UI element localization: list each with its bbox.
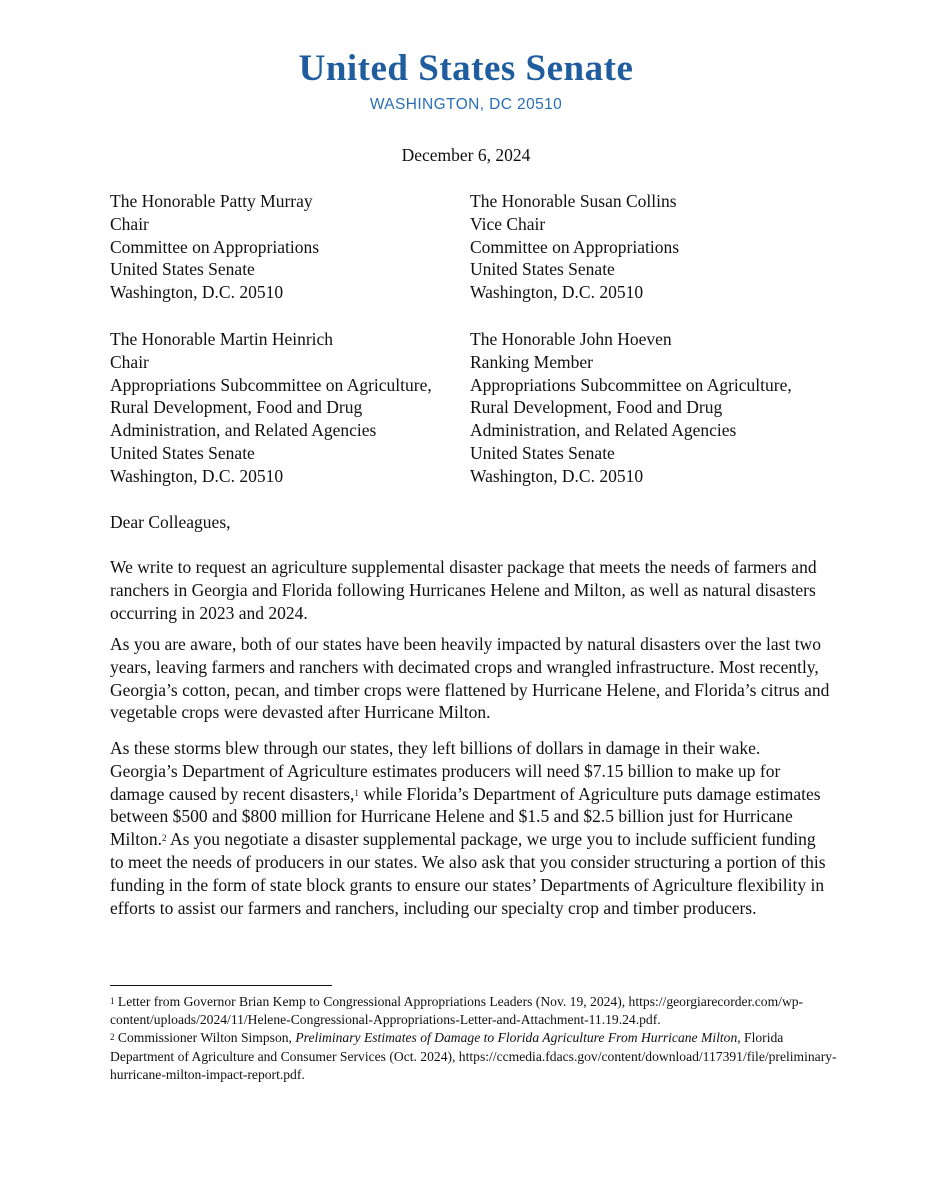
- letterhead: [0, 46, 932, 115]
- footnote-text: Commissioner Wilton Simpson,: [114, 1030, 296, 1046]
- recipient-line: Administration, and Related Agencies: [110, 420, 377, 441]
- footnote-divider: [110, 985, 332, 986]
- recipient-line: United States Senate: [110, 259, 255, 280]
- paragraph-damage-estimates: [110, 737, 830, 919]
- footnote-ref-2: 2: [162, 833, 167, 844]
- recipient-line: United States Senate: [110, 442, 255, 463]
- salutation: Dear Colleagues,: [110, 512, 231, 532]
- recipient-line: The Honorable Patty Murray: [110, 191, 313, 211]
- footnote-text: Letter from Governor Brian Kemp to Congressional Appropriations Leaders (Nov. 19, 2024), https://georgiarecorder.com/wp-content/uploads/2024/11/Helene-Congressional-Appropriations-Letter-and-Attachment-11.19.24.pdf.: [110, 994, 804, 1028]
- recipient-line: The Honorable John Hoeven: [470, 329, 672, 349]
- recipient-line: Appropriations Subcommittee on Agriculture,: [470, 374, 792, 395]
- footnote-text: , Florida Department of Agriculture and Consumer Services (Oct. 2024), https://ccmedia.fdacs.gov/content/download/117391/file/preliminary-hurricane-milton-impact-report.pdf.: [110, 1030, 837, 1082]
- recipient-line: Committee on Appropriations: [470, 236, 680, 257]
- recipient-block-collins: [470, 190, 679, 304]
- footnote-2: [110, 1029, 850, 1084]
- recipient-line: Rural Development, Food and Drug: [470, 397, 723, 418]
- recipient-line: Chair: [110, 213, 149, 234]
- letter-date: December 6, 2024: [401, 145, 531, 165]
- recipient-block-hoeven: [470, 328, 792, 488]
- recipient-block-heinrich: [110, 328, 432, 488]
- recipient-line: United States Senate: [470, 442, 615, 463]
- recipient-block-murray: [110, 190, 319, 304]
- paragraph-text: As you negotiate a disaster supplemental package, we urge you to include sufficient funding to meet the needs of producers in our states. We also ask that you consider structuring a portion of this funding in the form of state block grants to ensure our states’ Departments of Agriculture flexibility in efforts to assist our farmers and ranchers, including our specialty crop and timber producers.: [110, 829, 826, 918]
- recipient-line: Committee on Appropriations: [110, 236, 320, 257]
- paragraph-impact: As you are aware, both of our states have been heavily impacted by natural disasters over the last two years, leaving farmers and ranchers with decimated crops and wrangled infrastructure. Most recently, Georgia’s cotton, pecan, and timber crops were flattened by Hurricane Helene, and Florida’s citrus and vegetable crops were devasted after Hurricane Milton.: [110, 634, 830, 723]
- paragraph-request: We write to request an agriculture supplemental disaster package that meets the needs of farmers and ranchers in Georgia and Florida following Hurricanes Helene and Milton, as well as natural disasters occurring in 2023 and 2024.: [110, 557, 817, 623]
- footnote-ref-1: 1: [354, 787, 359, 798]
- recipient-line: Washington, D.C. 20510: [110, 465, 284, 486]
- recipient-line: Ranking Member: [470, 351, 593, 372]
- recipient-line: Appropriations Subcommittee on Agriculture,: [110, 374, 432, 395]
- paragraph-text: while Florida’s Department of Agriculture puts damage estimates between $500 and $800 million for Hurricane Helene and $1.5 and $2.5 billion just for Hurricane Milton.: [110, 783, 821, 850]
- footnote-report-title: Preliminary Estimates of Damage to Florida Agriculture From Hurricane Milton: [295, 1030, 738, 1046]
- letterhead-address: WASHINGTON, DC 20510: [369, 96, 563, 113]
- recipient-line: Rural Development, Food and Drug: [110, 397, 363, 418]
- recipient-line: Washington, D.C. 20510: [110, 282, 284, 303]
- paragraph-text: As these storms blew through our states, they left billions of dollars in damage in their wake. Georgia’s Department of Agriculture estimates producers will need $7.15 billion to make up for damage caused by recent disasters,: [110, 738, 781, 804]
- recipient-line: The Honorable Susan Collins: [470, 191, 677, 211]
- recipient-line: Vice Chair: [470, 213, 546, 234]
- recipient-line: The Honorable Martin Heinrich: [110, 329, 334, 349]
- footnote-number: 1: [110, 996, 115, 1006]
- footnote-number: 2: [110, 1032, 115, 1043]
- recipient-line: United States Senate: [470, 259, 615, 280]
- footnotes: [110, 993, 850, 1084]
- recipient-line: Chair: [110, 351, 149, 372]
- footnote-1: [110, 993, 850, 1029]
- recipient-line: Washington, D.C. 20510: [470, 282, 644, 303]
- letterhead-title: United States Senate: [298, 48, 634, 89]
- recipient-line: Washington, D.C. 20510: [470, 465, 644, 486]
- recipient-line: Administration, and Related Agencies: [470, 420, 737, 441]
